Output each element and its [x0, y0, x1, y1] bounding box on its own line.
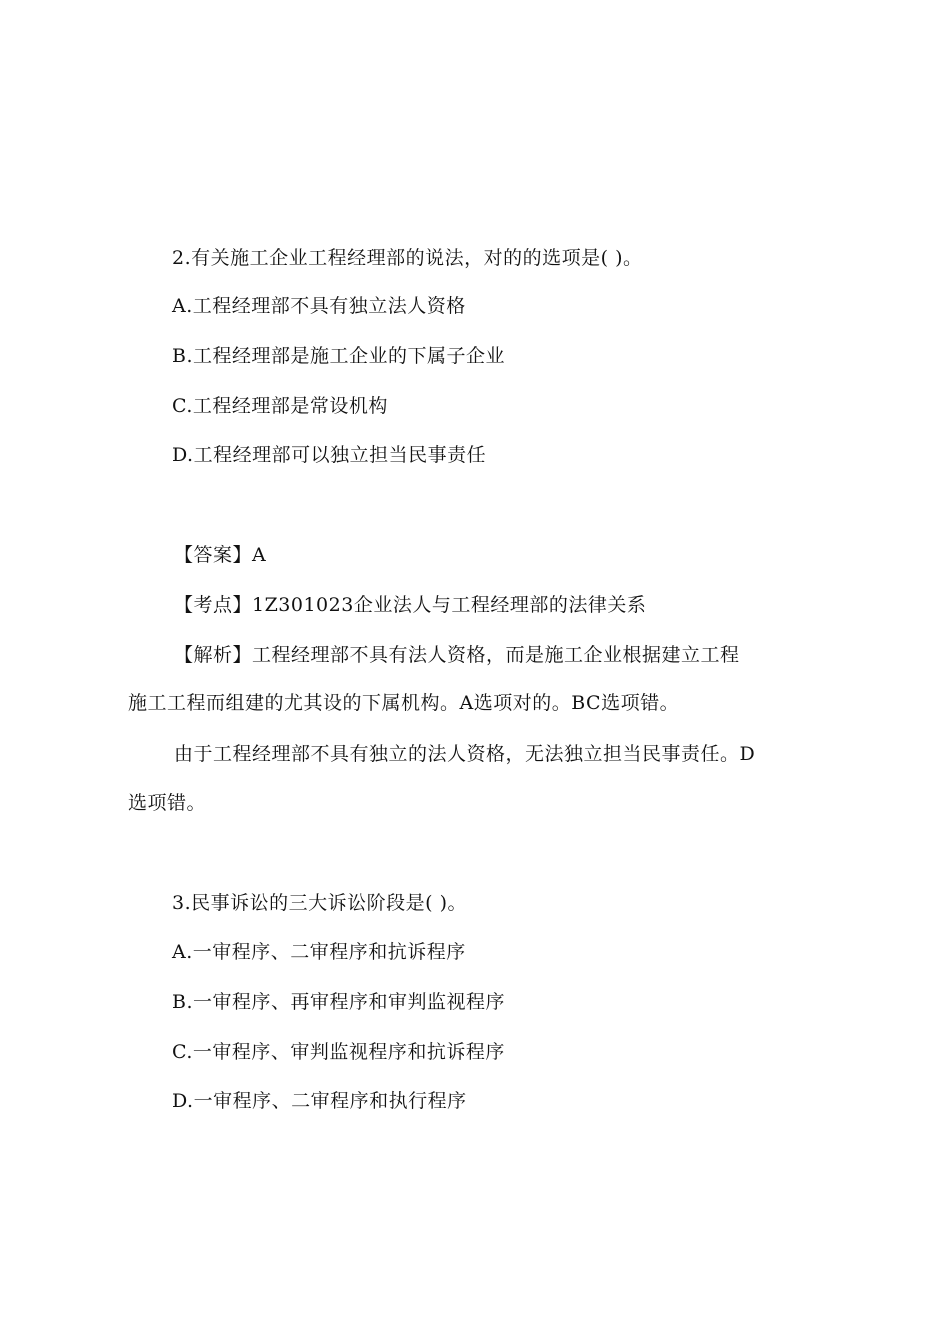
question-2-stem: 2.有关施工企业工程经理部的说法，对的的选项是( )。 — [172, 247, 643, 269]
question-2-analysis-line-4: 选项错。 — [128, 792, 207, 814]
question-3-option-a: A.一审程序、二审程序和抗诉程序 — [172, 941, 466, 963]
question-2-analysis-line-1: 【解析】工程经理部不具有法人资格，而是施工企业根据建立工程 — [174, 644, 740, 666]
question-2-option-a: A.工程经理部不具有独立法人资格 — [172, 295, 466, 317]
question-3-option-b: B.一审程序、再审程序和审判监视程序 — [172, 991, 506, 1013]
question-2-option-d: D.工程经理部可以独立担当民事责任 — [172, 444, 487, 466]
question-3-stem: 3.民事诉讼的三大诉讼阶段是( )。 — [172, 892, 467, 914]
question-3-option-d: D.一审程序、二审程序和执行程序 — [172, 1090, 467, 1112]
question-2-topic: 【考点】1Z301023企业法人与工程经理部的法律关系 — [174, 594, 647, 616]
question-2-analysis-line-3: 由于工程经理部不具有独立的法人资格，无法独立担当民事责任。D — [174, 743, 756, 765]
question-2-option-b: B.工程经理部是施工企业的下属子企业 — [172, 345, 506, 367]
question-2-answer: 【答案】A — [174, 544, 267, 566]
question-2-analysis-line-2: 施工工程而组建的尤其设的下属机构。A选项对的。BC选项错。 — [128, 692, 680, 714]
question-2-option-c: C.工程经理部是常设机构 — [172, 395, 388, 417]
question-3-option-c: C.一审程序、审判监视程序和抗诉程序 — [172, 1041, 505, 1063]
